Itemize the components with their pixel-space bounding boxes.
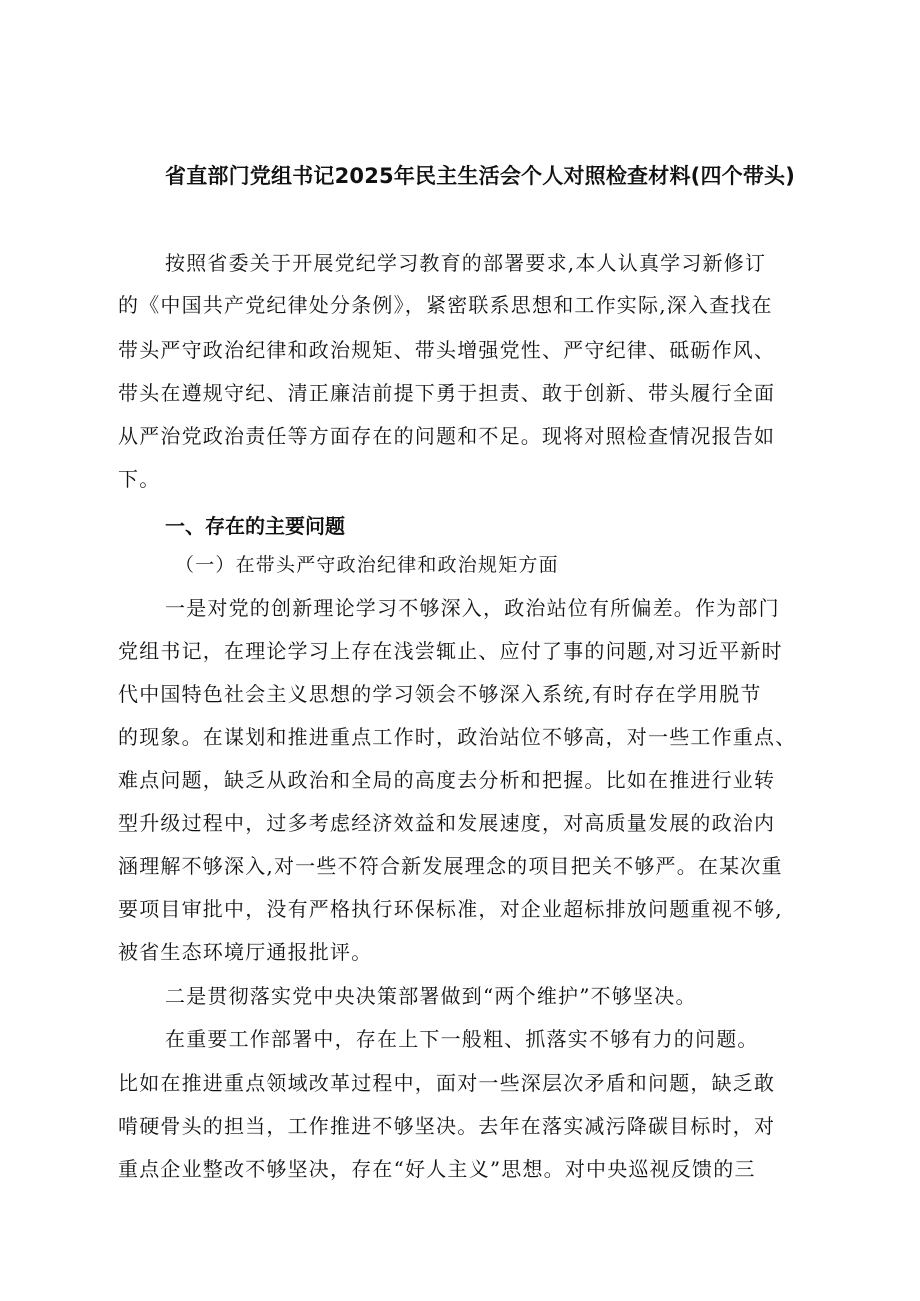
body-line: 要项目审批中，没有严格执行环保标准，对企业超标排放问题重视不够, bbox=[118, 897, 783, 921]
body-line: 被省生态环境厅通报批评。 bbox=[118, 940, 373, 964]
body-line: 难点问题，缺乏从政治和全局的高度去分析和把握。比如在推进行业转 bbox=[118, 768, 776, 792]
body-line: 一是对党的创新理论学习不够深入，政治站位有所偏差。作为部门 bbox=[165, 596, 780, 620]
body-line: 比如在推进重点领域改革过程中，面对一些深层次矛盾和问题，缺乏敢 bbox=[118, 1071, 776, 1095]
intro-line: 带头在遵规守纪、清正廉洁前提下勇于担责、敢于创新、带头履行全面 bbox=[118, 381, 776, 405]
intro-line: 从严治党政治责任等方面存在的问题和不足。现将对照检查情况报告如 bbox=[118, 424, 776, 448]
body-line: 啃硬骨头的担当，工作推进不够坚决。去年在落实减污降碳目标时，对 bbox=[118, 1114, 776, 1138]
body-line: 党组书记，在理论学习上存在浅尝辄止、应付了事的问题,对习近平新时 bbox=[118, 639, 783, 663]
subsection-heading: （一）在带头严守政治纪律和政治规矩方面 bbox=[175, 554, 559, 576]
body-line: 二是贯彻落实党中央决策部署做到“两个维护”不够坚决。 bbox=[165, 984, 697, 1008]
body-line: 重点企业整改不够坚决，存在“好人主义”思想。对中央巡视反馈的三 bbox=[118, 1157, 756, 1181]
body-line: 在重要工作部署中，存在上下一般粗、抓落实不够有力的问题。 bbox=[165, 1027, 759, 1051]
body-line: 代中国特色社会主义思想的学习领会不够深入系统,有时存在学用脱节 bbox=[118, 682, 762, 706]
body-line: 的现象。在谋划和推进重点工作时，政治站位不够高，对一些工作重点、 bbox=[118, 725, 797, 749]
body-line: 型升级过程中，过多考虑经济效益和发展速度，对高质量发展的政治内 bbox=[118, 811, 776, 835]
section-heading: 一、存在的主要问题 bbox=[165, 514, 345, 538]
document-title: 省直部门党组书记2025年民主生活会个人对照检查材料(四个带头) bbox=[165, 164, 796, 188]
intro-line: 下。 bbox=[118, 467, 161, 491]
intro-line: 带头严守政治纪律和政治规矩、带头增强党性、严守纪律、砥砺作风、 bbox=[118, 338, 776, 362]
intro-line: 按照省委关于开展党纪学习教育的部署要求,本人认真学习新修订 bbox=[165, 251, 767, 275]
body-line: 涵理解不够深入,对一些不符合新发展理念的项目把关不够严。在某次重 bbox=[118, 854, 783, 878]
intro-line: 的《中国共产党纪律处分条例》，紧密联系思想和工作实际,深入查找在 bbox=[118, 293, 773, 317]
